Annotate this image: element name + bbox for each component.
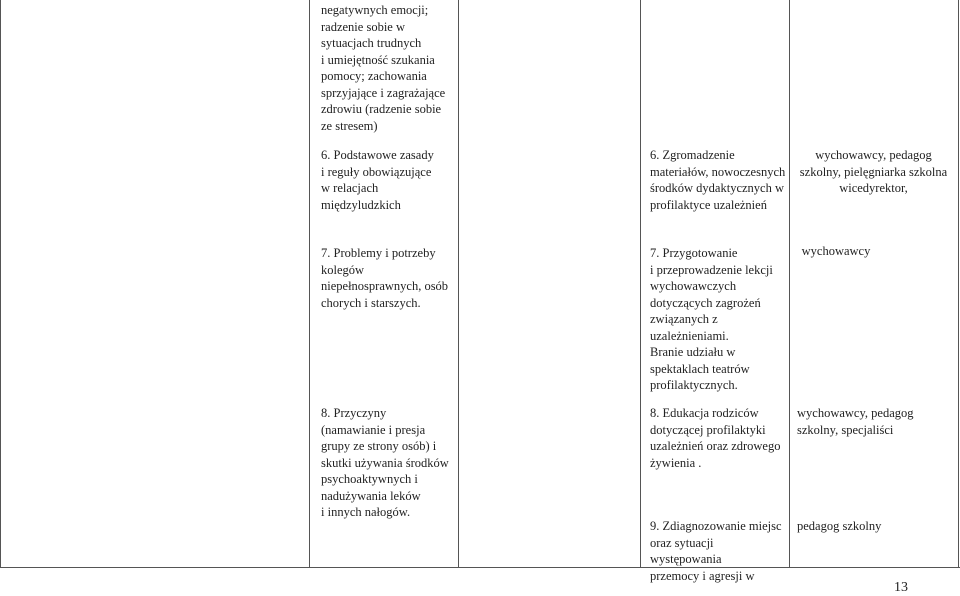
responsible-cell-8: wychowawcy, pedagog szkolny, specjaliści <box>797 406 914 437</box>
responsible-cell-6: wychowawcy, pedagog szkolny, pielęgniarka szkolna wicedyrektor, <box>799 148 948 195</box>
table-border-right <box>958 0 959 568</box>
table-border-bottom <box>0 567 960 568</box>
topic-cell-7: 7. Problemy i potrzeby kolegów niepełnosprawnych, osób chorych i starszych. <box>321 246 449 310</box>
table-divider-1 <box>309 0 310 568</box>
activity-cell-6: 6. Zgromadzenie materiałów, nowoczesnych środków dydaktycznych w profilaktyce uzależnień <box>650 148 786 212</box>
table-border-left <box>0 0 1 568</box>
responsible-cell-9: pedagog szkolny <box>797 519 882 533</box>
topic-cell-emotions: negatywnych emocji; radzenie sobie w sytuacjach trudnych i umiejętność szukania pomocy; zachowania sprzyjające i zagrażające zdrowiu (radzenie sobie ze stresem) <box>321 3 446 133</box>
topic-cell-6: 6. Podstawowe zasady i reguły obowiązujące w relacjach międzyludzkich <box>321 148 434 212</box>
activity-cell-9: 9. Zdiagnozowanie miejsc oraz sytuacji występowania przemocy i agresji w <box>650 519 782 583</box>
table-divider-3 <box>640 0 641 568</box>
table-divider-2 <box>458 0 459 568</box>
activity-cell-8: 8. Edukacja rodziców dotyczącej profilaktyki uzależnień oraz zdrowego żywienia . <box>650 406 781 470</box>
table-divider-4 <box>789 0 790 568</box>
topic-cell-8: 8. Przyczyny (namawianie i presja grupy ze strony osób) i skutki używania środków psychoaktywnych i nadużywania leków i innych nałogów. <box>321 406 449 519</box>
page-number: 13 <box>894 580 908 595</box>
activity-cell-7: 7. Przygotowanie i przeprowadzenie lekcji wychowawczych dotyczących zagrożeń związanych z uzależnieniami. Branie udziału w spektaklach teatrów profilaktycznych. <box>650 246 773 392</box>
responsible-cell-7: wychowawcy <box>801 244 871 258</box>
